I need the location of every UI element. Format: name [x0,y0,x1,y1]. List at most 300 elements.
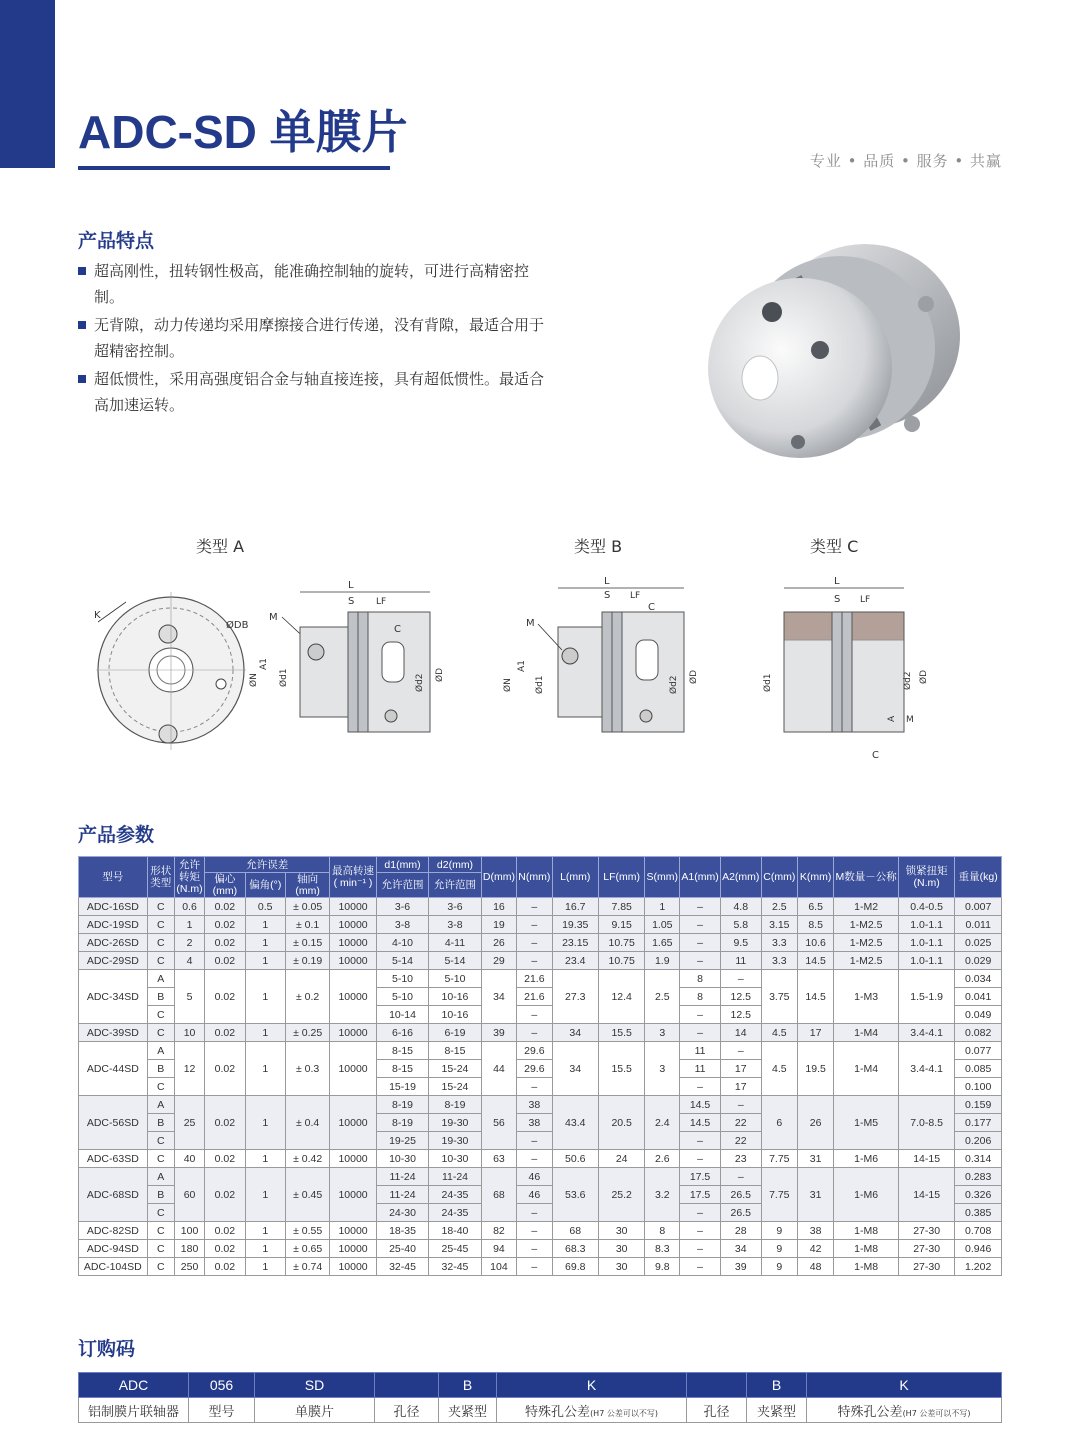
table-row [79,1222,1002,1240]
param-cell: 19-30 [429,1132,481,1150]
col-weight: 重量(kg) [955,857,1002,898]
param-cell: 1.0-1.1 [898,916,955,934]
param-cell: 0.946 [955,1240,1002,1258]
param-cell: 8 [680,988,721,1006]
param-cell: 1.5-1.9 [898,970,955,1024]
svg-text:M: M [906,715,914,725]
param-cell: 34 [481,970,516,1024]
param-cell: 1 [245,1258,285,1276]
param-cell: 10000 [330,1042,376,1096]
param-cell: 0.314 [955,1150,1002,1168]
param-cell: 10-14 [376,1006,428,1024]
features-heading: 产品特点 [78,230,155,252]
param-cell: – [517,1204,552,1222]
param-cell: 16 [481,898,516,916]
param-cell: – [517,1078,552,1096]
param-cell: 40 [174,1150,204,1168]
param-cell: 20.5 [598,1096,644,1150]
param-cell: 24 [598,1150,644,1168]
param-cell: ± 0.05 [285,898,329,916]
param-cell: 9.5 [720,934,761,952]
svg-text:S: S [604,590,611,601]
param-cell: C [147,1006,174,1024]
tolerance-note: (H7 公差可以不写) [902,1408,971,1418]
param-cell: 0.02 [205,1258,245,1276]
param-cell: 3-6 [376,898,428,916]
param-cell: 25-40 [376,1240,428,1258]
param-cell: 0.326 [955,1186,1002,1204]
param-cell: 0.02 [205,970,245,1024]
param-cell: 14-15 [898,1150,955,1168]
param-cell: 0.049 [955,1006,1002,1024]
param-cell: 4.8 [720,898,761,916]
param-cell: 15-24 [429,1078,481,1096]
col-ecc: 偏心(mm) [205,873,245,898]
param-cell: 14.5 [680,1114,721,1132]
table-row [79,916,1002,934]
param-cell: C [147,1024,174,1042]
svg-text:ØDB: ØDB [226,620,249,631]
param-cell: – [680,916,721,934]
param-cell: 26.5 [720,1186,761,1204]
svg-text:C: C [394,624,401,635]
param-cell: 69.8 [552,1258,598,1276]
param-cell: 10-30 [429,1150,481,1168]
param-cell: 3.15 [761,916,797,934]
param-cell: 14.5 [680,1096,721,1114]
param-cell: 0.02 [205,898,245,916]
param-cell: 34 [720,1240,761,1258]
param-cell: 10-30 [376,1150,428,1168]
param-cell: 27-30 [898,1222,955,1240]
table-row [79,970,1002,988]
param-cell: 8.3 [645,1240,680,1258]
svg-text:ØN: ØN [503,678,513,692]
param-cell: 42 [797,1240,833,1258]
param-cell: 17 [797,1024,833,1042]
param-cell: 38 [517,1096,552,1114]
param-cell: 8 [645,1222,680,1240]
param-cell: 0.077 [955,1042,1002,1060]
param-cell: 11-24 [429,1168,481,1186]
param-cell: – [720,1168,761,1186]
param-cell: 250 [174,1258,204,1276]
param-cell: 15-19 [376,1078,428,1096]
param-cell: 10000 [330,1222,376,1240]
order-label-cell: 型号 [189,1398,255,1423]
param-cell: 0.007 [955,898,1002,916]
col-d1-range: 允许范围 [376,873,428,898]
param-cell: 27-30 [898,1258,955,1276]
param-cell: C [147,1222,174,1240]
param-cell: 12 [174,1042,204,1096]
param-cell: 68 [481,1168,516,1222]
svg-text:L: L [348,580,354,591]
param-cell: 9 [761,1222,797,1240]
svg-text:C: C [872,750,879,761]
svg-text:ØD: ØD [435,667,445,682]
table-row [79,1096,1002,1114]
param-cell: 1.0-1.1 [898,952,955,970]
param-cell: 3.4-4.1 [898,1042,955,1096]
param-cell: 1 [645,898,680,916]
param-cell: 4-10 [376,934,428,952]
param-cell: 50.6 [552,1150,598,1168]
param-cell: 94 [481,1240,516,1258]
page-title: ADC-SD 单膜片 [78,106,408,158]
param-cell: 4 [174,952,204,970]
param-cell: 1-M2.5 [834,952,899,970]
param-cell: 7.0-8.5 [898,1096,955,1150]
param-cell: 0.177 [955,1114,1002,1132]
param-cell: 27-30 [898,1240,955,1258]
param-cell: 2 [174,934,204,952]
square-bullet-icon [78,321,86,329]
order-label-cell: 特殊孔公差(H7 公差可以不写) [497,1398,687,1423]
param-cell: 28 [720,1222,761,1240]
col-N: N(mm) [517,857,552,898]
param-cell: 6.5 [797,898,833,916]
svg-text:K: K [94,610,101,621]
svg-text:ØN: ØN [249,673,259,687]
param-cell: C [147,1204,174,1222]
param-cell: – [680,1006,721,1024]
param-cell: 24-35 [429,1204,481,1222]
param-cell: 7.75 [761,1150,797,1168]
param-cell: 56 [481,1096,516,1150]
type-c-diagram [760,572,940,772]
param-cell: 2.5 [645,970,680,1024]
param-cell: A [147,1042,174,1060]
param-cell: 0.385 [955,1204,1002,1222]
param-cell: – [517,1240,552,1258]
param-cell: 30 [598,1258,644,1276]
param-cell: 19.35 [552,916,598,934]
order-label-cell: 铝制膜片联轴器 [79,1398,189,1423]
param-cell: 6 [761,1096,797,1150]
param-cell: ADC-68SD [79,1168,148,1222]
param-cell: 82 [481,1222,516,1240]
param-cell: 32-45 [429,1258,481,1276]
square-bullet-icon [78,267,86,275]
order-code-cell: 056 [189,1373,255,1398]
param-cell: ± 0.3 [285,1042,329,1096]
param-cell: – [680,1150,721,1168]
param-cell: – [680,898,721,916]
col-misalign: 允许误差 [205,857,330,873]
param-cell: 0.5 [245,898,285,916]
param-cell: 1.05 [645,916,680,934]
param-cell: ADC-34SD [79,970,148,1024]
param-cell: 10.6 [797,934,833,952]
col-K: K(mm) [797,857,833,898]
param-cell: 22 [720,1132,761,1150]
param-cell: – [680,934,721,952]
svg-text:Ød1: Ød1 [535,675,545,694]
param-cell: 1.202 [955,1258,1002,1276]
table-row [79,952,1002,970]
param-cell: 5-10 [429,970,481,988]
param-cell: 21.6 [517,970,552,988]
param-cell: – [517,898,552,916]
param-cell: 10-16 [429,988,481,1006]
param-cell: 27.3 [552,970,598,1024]
param-cell: 10000 [330,898,376,916]
param-cell: 10000 [330,1024,376,1042]
param-cell: 8-19 [429,1096,481,1114]
svg-text:ØD: ØD [689,669,699,684]
param-cell: 3 [645,1042,680,1096]
table-row [79,1258,1002,1276]
order-code-cell: B [747,1373,807,1398]
param-cell: 1-M4 [834,1024,899,1042]
param-cell: – [680,1240,721,1258]
param-cell: B [147,1114,174,1132]
order-heading: 订购码 [78,1338,136,1360]
param-cell: – [720,970,761,988]
param-cell: ADC-19SD [79,916,148,934]
param-cell: 1 [245,1024,285,1042]
param-cell: 11 [720,952,761,970]
param-cell: – [517,934,552,952]
param-cell: 21.6 [517,988,552,1006]
param-cell: 1-M2.5 [834,934,899,952]
param-cell: ADC-56SD [79,1096,148,1150]
param-cell: 15-24 [429,1060,481,1078]
param-cell: ADC-16SD [79,898,148,916]
param-cell: 10000 [330,916,376,934]
param-cell: 34 [552,1024,598,1042]
param-cell: 48 [797,1258,833,1276]
param-cell: 30 [598,1240,644,1258]
col-d1: d1(mm) [376,857,428,873]
param-cell: 0.708 [955,1222,1002,1240]
table-row [79,934,1002,952]
param-cell: 104 [481,1258,516,1276]
param-cell: 1-M5 [834,1096,899,1150]
col-D: D(mm) [481,857,516,898]
param-cell: – [680,1132,721,1150]
param-cell: 68.3 [552,1240,598,1258]
param-cell: 1 [245,1240,285,1258]
param-cell: ADC-29SD [79,952,148,970]
param-cell: – [517,1258,552,1276]
param-cell: 17 [720,1078,761,1096]
param-cell: B [147,1060,174,1078]
order-label-cell: 孔径 [687,1398,747,1423]
param-cell: 0.02 [205,1096,245,1150]
param-cell: 0.034 [955,970,1002,988]
svg-text:L: L [604,576,610,587]
param-cell: 2.6 [645,1150,680,1168]
param-cell: 3-8 [376,916,428,934]
param-cell: C [147,934,174,952]
param-cell: 3.3 [761,934,797,952]
order-code-cell: K [807,1373,1002,1398]
param-cell: 1 [245,970,285,1024]
param-cell: 19 [481,916,516,934]
param-cell: 1 [245,1168,285,1222]
param-cell: 0.6 [174,898,204,916]
table-row [79,1024,1002,1042]
param-cell: C [147,1132,174,1150]
order-label-cell: 夹紧型 [439,1398,497,1423]
order-label-cell: 特殊孔公差(H7 公差可以不写) [807,1398,1002,1423]
param-cell: 8.5 [797,916,833,934]
svg-text:S: S [834,594,841,605]
param-cell: 5-14 [429,952,481,970]
param-cell: 34 [552,1042,598,1096]
col-A2: A2(mm) [720,857,761,898]
param-cell: 5-10 [376,988,428,1006]
param-cell: 46 [517,1168,552,1186]
param-cell: A [147,1168,174,1186]
param-cell: 1.65 [645,934,680,952]
param-cell: 0.206 [955,1132,1002,1150]
table-row [79,1168,1002,1186]
params-table [78,856,1002,1276]
param-cell: – [680,952,721,970]
param-cell: 1 [174,916,204,934]
order-code-cell: SD [255,1373,375,1398]
param-cell: 17.5 [680,1186,721,1204]
param-cell: 11 [680,1060,721,1078]
param-cell: 1-M3 [834,970,899,1024]
param-cell: 1 [245,1042,285,1096]
param-cell: ± 0.42 [285,1150,329,1168]
feature-item: 超低惯性，采用高强度铝合金与轴直接连接，具有超低惯性。最适合高加速运转。 [78,366,558,418]
param-cell: 0.159 [955,1096,1002,1114]
order-label-cell: 夹紧型 [747,1398,807,1423]
type-b-label: 类型 B [574,537,623,556]
svg-text:ØD: ØD [919,669,929,684]
param-cell: – [517,1006,552,1024]
param-cell: 8-19 [376,1096,428,1114]
param-cell: 17.5 [680,1168,721,1186]
svg-text:Ød2: Ød2 [669,675,679,694]
param-cell: 8-15 [376,1060,428,1078]
param-cell: 30 [598,1222,644,1240]
param-cell: 0.082 [955,1024,1002,1042]
order-code-table [78,1372,1002,1423]
param-cell: 23 [720,1150,761,1168]
param-cell: ADC-82SD [79,1222,148,1240]
param-cell: – [517,952,552,970]
svg-text:S: S [348,596,355,607]
param-cell: 0.029 [955,952,1002,970]
param-cell: 29.6 [517,1060,552,1078]
svg-text:L: L [834,576,840,587]
param-cell: 44 [481,1042,516,1096]
param-cell: 3.75 [761,970,797,1024]
param-cell: 63 [481,1150,516,1168]
param-cell: 10000 [330,1240,376,1258]
param-cell: 8-15 [429,1042,481,1060]
tolerance-note: (H7 公差可以不写) [590,1408,658,1418]
svg-text:Ød1: Ød1 [763,673,773,692]
param-cell: – [680,1204,721,1222]
svg-text:LF: LF [630,591,641,601]
param-cell: 53.6 [552,1168,598,1222]
param-cell: 8-19 [376,1114,428,1132]
param-cell: 17 [720,1060,761,1078]
param-cell: 1 [245,1096,285,1150]
param-cell: 1 [245,1150,285,1168]
param-cell: 11-24 [376,1168,428,1186]
svg-text:M: M [269,612,278,623]
param-cell: 29 [481,952,516,970]
param-cell: 32-45 [376,1258,428,1276]
param-cell: 0.02 [205,1168,245,1222]
param-cell: ± 0.55 [285,1222,329,1240]
param-cell: 1-M6 [834,1150,899,1168]
col-axial: 轴向(mm) [285,873,329,898]
param-cell: 5 [174,970,204,1024]
param-cell: 12.4 [598,970,644,1024]
corner-accent-bar [0,0,55,168]
param-cell: 38 [797,1222,833,1240]
param-cell: 25.2 [598,1168,644,1222]
param-cell: 100 [174,1222,204,1240]
param-cell: 1-M8 [834,1222,899,1240]
col-S: S(mm) [645,857,680,898]
param-cell: 39 [720,1258,761,1276]
param-cell: 14 [720,1024,761,1042]
svg-text:A1: A1 [517,660,527,672]
svg-text:LF: LF [376,597,387,607]
col-model: 型号 [79,857,148,898]
param-cell: 0.085 [955,1060,1002,1078]
param-cell: 3-6 [429,898,481,916]
param-cell: 1.9 [645,952,680,970]
param-cell: ± 0.65 [285,1240,329,1258]
param-cell: 19-25 [376,1132,428,1150]
param-cell: ADC-104SD [79,1258,148,1276]
param-cell: 1-M4 [834,1042,899,1096]
param-cell: 10-16 [429,1006,481,1024]
param-cell: 3.2 [645,1168,680,1222]
param-cell: 2.5 [761,898,797,916]
param-cell: 0.02 [205,916,245,934]
param-cell: 1-M8 [834,1240,899,1258]
param-cell: 4.5 [761,1024,797,1042]
title-underline [78,166,390,170]
svg-text:Ød1: Ød1 [279,668,289,687]
param-cell: 29.6 [517,1042,552,1060]
param-cell: 10000 [330,1096,376,1150]
param-cell: ADC-26SD [79,934,148,952]
param-cell: C [147,1240,174,1258]
order-code-cell: ADC [79,1373,189,1398]
param-cell: 46 [517,1186,552,1204]
param-cell: 38 [517,1114,552,1132]
param-cell: ± 0.15 [285,934,329,952]
param-cell: C [147,1078,174,1096]
param-cell: 10000 [330,952,376,970]
param-cell: 19.5 [797,1042,833,1096]
param-cell: 24-30 [376,1204,428,1222]
svg-text:C: C [648,602,655,613]
param-cell: – [517,1222,552,1240]
param-cell: – [517,1024,552,1042]
order-code-cell [687,1373,747,1398]
param-cell: 1-M8 [834,1258,899,1276]
param-cell: ± 0.19 [285,952,329,970]
param-cell: 12.5 [720,988,761,1006]
param-cell: 10000 [330,1150,376,1168]
param-cell: 0.4-0.5 [898,898,955,916]
param-cell: 5-14 [376,952,428,970]
